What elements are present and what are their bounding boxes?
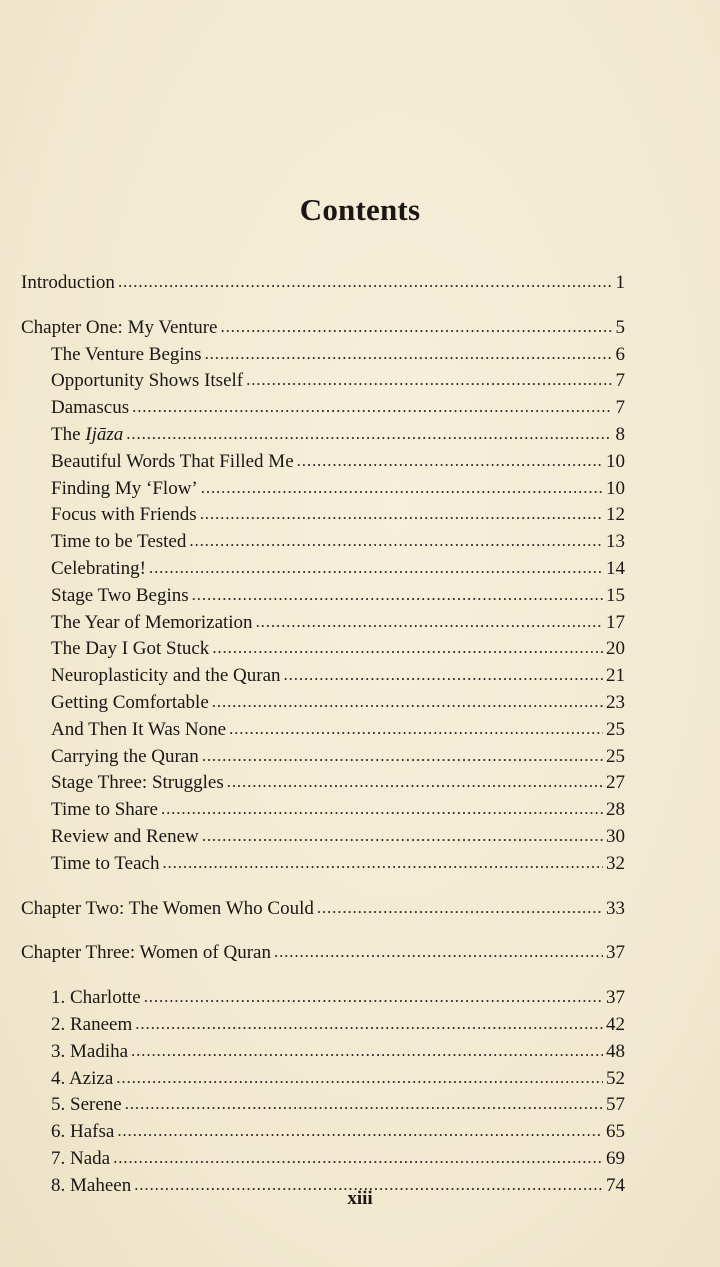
toc-entry-label-text: Chapter Three: Women of Quran [21, 942, 271, 964]
dot-leader [246, 367, 612, 394]
dot-leader [297, 448, 603, 475]
toc-entry-label [51, 770, 224, 797]
toc-section-entry [21, 770, 625, 797]
dot-leader [227, 769, 603, 796]
toc-section-entry [21, 636, 625, 663]
toc-section-entry [21, 583, 625, 610]
toc-section-entry [21, 556, 625, 583]
toc-page-number: 37 [606, 987, 625, 1009]
toc-entry-label [51, 610, 253, 637]
toc-section-entry [21, 717, 625, 744]
toc-section-entry [21, 449, 625, 476]
toc-entry-label-text: Opportunity Shows Itself [51, 370, 244, 392]
toc-section-entry [21, 342, 625, 369]
page-title: Contents [299, 192, 421, 227]
toc-page-number: 15 [606, 584, 625, 606]
toc-page-number: 6 [615, 343, 625, 365]
toc-section-entry [21, 476, 625, 503]
dot-leader [192, 582, 603, 609]
toc-page-number: 1 [615, 272, 625, 293]
dot-leader [162, 850, 603, 877]
page-folio: xiii [347, 1188, 373, 1209]
dot-leader [116, 1065, 603, 1092]
toc-entry-label-text: Focus with Friends [51, 504, 197, 526]
toc-section-entry [21, 368, 625, 395]
toc-section-entry [21, 422, 625, 449]
dot-leader [132, 394, 612, 421]
toc-entry-label [51, 529, 186, 556]
dot-leader [220, 314, 612, 341]
toc-entry-label-text: The Venture Begins [51, 343, 202, 365]
toc-entry-label-text: Beautiful Words That Filled Me [51, 450, 294, 472]
toc-entry-label [51, 985, 141, 1012]
toc-section-entry [21, 502, 625, 529]
toc-page-number: 33 [606, 897, 625, 919]
toc-entry-label [51, 636, 209, 663]
toc-section-entry [21, 529, 625, 556]
table-of-contents [21, 270, 625, 1200]
toc-section-entry [21, 1119, 625, 1146]
toc-entry-label-italic: Ijāza [85, 423, 124, 445]
toc-page-number: 12 [606, 504, 625, 526]
toc-section-entry [21, 1066, 625, 1093]
dot-leader [125, 1091, 603, 1118]
toc-page-number: 8 [615, 423, 625, 445]
toc-page-number: 57 [606, 1094, 625, 1116]
toc-page-number: 30 [606, 825, 625, 847]
toc-entry-label-text: 7. Nada [51, 1147, 111, 1169]
toc-entry-label-text: The Year of Memorization [51, 611, 253, 633]
toc-entry-label-text: Neuroplasticity and the Quran [51, 665, 281, 687]
dot-leader [317, 895, 603, 922]
toc-entry-label [51, 717, 226, 744]
toc-page-number: 10 [606, 477, 625, 499]
toc-entry-label-text: Carrying the Quran [51, 745, 199, 767]
toc-entry-label [51, 449, 294, 476]
toc-page-number: 20 [606, 638, 625, 660]
toc-entry-label-text: The Day I Got Stuck [51, 638, 210, 660]
toc-chapter-entry [21, 896, 625, 923]
toc-entry-label-text: 5. Serene [51, 1094, 122, 1116]
toc-page-number: 17 [606, 611, 625, 633]
toc-entry-label-text: 1. Charlotte [51, 987, 141, 1009]
toc-entry-label [51, 1119, 114, 1146]
toc-entry-label [51, 368, 243, 395]
toc-page-number: 25 [606, 718, 625, 740]
toc-entry-label-text: And Then It Was None [51, 718, 227, 740]
toc-entry-label-text: 2. Raneem [51, 1013, 133, 1035]
dot-leader [202, 823, 603, 850]
toc-entry-label [51, 1146, 110, 1173]
toc-entry-label [51, 1039, 128, 1066]
dot-leader [284, 662, 603, 689]
toc-page-number: 13 [606, 531, 625, 553]
dot-leader [113, 1145, 603, 1172]
toc-page-number: 65 [606, 1121, 625, 1143]
toc-page-number: 21 [606, 665, 625, 687]
toc-entry-label [51, 1066, 113, 1093]
toc-entry-label-text: Finding My ‘Flow’ [51, 477, 198, 499]
toc-entry-label-text: Chapter One: My Venture [21, 316, 218, 338]
toc-entry-label-text: Getting Comfortable [51, 691, 209, 713]
toc-entry-label [51, 744, 199, 771]
toc-entry-label [21, 896, 314, 923]
toc-entry-label [51, 797, 158, 824]
toc-section-entry [21, 985, 625, 1012]
toc-entry-label-text: The [51, 423, 86, 445]
dot-leader [131, 1038, 603, 1065]
dot-leader [126, 421, 612, 448]
toc-entry-label-text: Celebrating! [51, 557, 146, 579]
dot-leader [274, 939, 603, 966]
dot-leader [212, 689, 603, 716]
toc-section-entry [21, 1146, 625, 1173]
toc-entry-label-text: Stage Two Begins [51, 584, 189, 606]
toc-page-number: 25 [606, 745, 625, 767]
toc-entry-label [51, 690, 209, 717]
toc-entry-label [51, 395, 129, 422]
toc-entry-label [51, 851, 159, 878]
toc-chapter-entry [21, 315, 625, 342]
toc-section-entry [21, 663, 625, 690]
toc-entry-label [51, 583, 189, 610]
toc-entry-label [21, 315, 217, 342]
toc-page-number: 10 [606, 450, 625, 472]
toc-section-entry [21, 851, 625, 878]
toc-page-number: 23 [606, 691, 625, 713]
toc-entry-label-text: 6. Hafsa [51, 1121, 115, 1143]
toc-page-number: 42 [606, 1013, 625, 1035]
toc-page-number: 37 [606, 942, 625, 964]
dot-leader [205, 341, 612, 368]
dot-leader [149, 555, 603, 582]
toc-section-entry [21, 1039, 625, 1066]
toc-entry-label-text: Chapter Two: The Women Who Could [21, 897, 314, 919]
toc-page-number: 7 [615, 370, 625, 392]
toc-chapter-entry [21, 270, 625, 297]
toc-entry-label-text: 4. Aziza [51, 1067, 114, 1089]
dot-leader [135, 1011, 603, 1038]
toc-entry-label-text: Stage Three: Struggles [51, 772, 224, 794]
toc-section-entry [21, 1092, 625, 1119]
toc-entry-label [51, 422, 123, 449]
toc-entry-label-text: Damascus [51, 397, 130, 419]
toc-entry-label [51, 502, 197, 529]
toc-page-number: 52 [606, 1067, 625, 1089]
toc-section-entry [21, 395, 625, 422]
toc-page-number: 27 [606, 772, 625, 794]
toc-page-number: 28 [606, 799, 625, 821]
toc-page-number: 32 [606, 852, 625, 874]
toc-entry-label [51, 663, 281, 690]
toc-section-entry [21, 690, 625, 717]
toc-entry-label-text: 8. Maheen [51, 1174, 132, 1196]
dot-leader [229, 716, 603, 743]
toc-entry-label-text: Time to Share [51, 799, 158, 821]
toc-entry-label [51, 476, 198, 503]
dot-leader [201, 475, 603, 502]
toc-entry-label-text: Review and Renew [51, 825, 199, 847]
dot-leader [256, 609, 603, 636]
toc-entry-label [51, 1012, 132, 1039]
dot-leader [202, 743, 603, 770]
toc-page-number: 69 [606, 1147, 625, 1169]
dot-leader [118, 269, 612, 296]
toc-page-number: 5 [615, 316, 625, 338]
dot-leader [189, 528, 603, 555]
toc-section-entry [21, 797, 625, 824]
toc-entry-label-text: 3. Madiha [51, 1040, 129, 1062]
toc-section-entry [21, 1012, 625, 1039]
toc-entry-label-text: Time to be Tested [51, 531, 187, 553]
toc-chapter-entry [21, 940, 625, 967]
toc-page-number: 7 [615, 397, 625, 419]
toc-entry-label [51, 1092, 122, 1119]
toc-entry-label [51, 342, 202, 369]
toc-entry-label [51, 556, 146, 583]
dot-leader [212, 635, 603, 662]
toc-page-number: 74 [606, 1174, 625, 1196]
toc-entry-label-text: Introduction [21, 272, 115, 293]
toc-entry-label-text: Time to Teach [51, 852, 160, 874]
toc-section-entry [21, 824, 625, 851]
dot-leader [117, 1118, 603, 1145]
toc-section-entry [21, 610, 625, 637]
toc-page-number: 48 [606, 1040, 625, 1062]
toc-section-entry [21, 744, 625, 771]
dot-leader [200, 501, 603, 528]
dot-leader [161, 796, 603, 823]
toc-entry-label [51, 824, 199, 851]
toc-entry-label [21, 270, 115, 297]
dot-leader [144, 984, 603, 1011]
toc-page-number: 14 [606, 557, 625, 579]
toc-entry-label [21, 940, 271, 967]
